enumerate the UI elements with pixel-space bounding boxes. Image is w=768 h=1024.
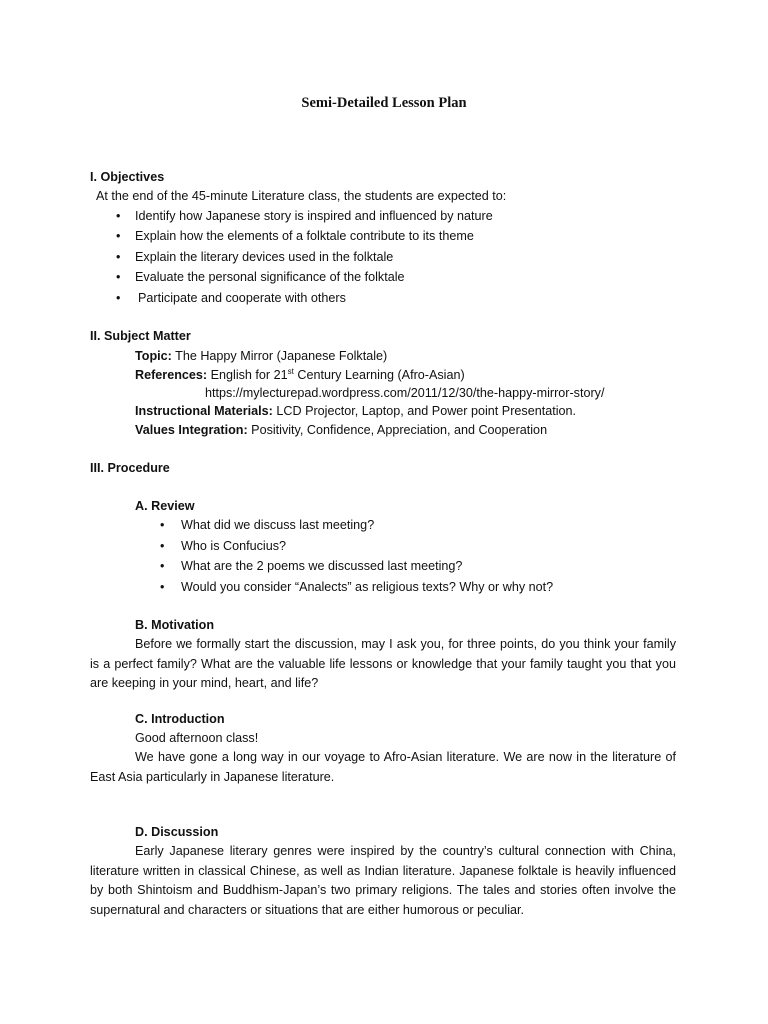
- values-label: Values Integration:: [135, 423, 248, 437]
- materials-label: Instructional Materials:: [135, 404, 273, 418]
- bullet-icon: •: [116, 270, 121, 284]
- materials-line: [135, 402, 576, 422]
- objectives-heading: I. Objectives: [90, 170, 165, 184]
- materials-value: LCD Projector, Laptop, and Power point Presentation.: [276, 404, 577, 418]
- references-label: References:: [135, 368, 208, 382]
- page-title: Semi-Detailed Lesson Plan: [301, 95, 467, 111]
- subject-matter-heading: II. Subject Matter: [90, 329, 191, 343]
- bullet-icon: •: [116, 291, 121, 305]
- introduction-paragraph: We have gone a long way in our voyage to Afro-Asian literature. We are now in the literature of East Asia particularly in Japanese literature.: [90, 750, 676, 784]
- bullet-icon: •: [116, 229, 121, 243]
- bullet-icon: •: [116, 250, 121, 264]
- discussion-paragraph: Early Japanese literary genres were inspired by the country’s cultural connection with China, literature written in classical Chinese, as well as Indian literature. Japanese folktale is heavily influenced by both Shintoism and Buddhism-Japan’s two primary religions. The tales and stories often involve the supernatural and characters or situations that are either humorous or peculiar.: [90, 844, 676, 917]
- motivation-paragraph: Before we formally start the discussion, may I ask you, for three points, do you think your family is a perfect family? What are the valuable life lessons or knowledge that your family taught you that you are keeping in your mind, heart, and life?: [90, 637, 676, 690]
- bullet-icon: •: [160, 518, 165, 532]
- topic-line: [135, 347, 387, 367]
- review-heading: A. Review: [135, 499, 195, 513]
- bullet-icon: •: [116, 209, 121, 223]
- discussion-heading: D. Discussion: [135, 825, 219, 839]
- introduction-greeting: Good afternoon class!: [135, 731, 259, 745]
- topic-value: The Happy Mirror (Japanese Folktale): [175, 349, 388, 363]
- objectives-intro: At the end of the 45-minute Literature class, the students are expected to:: [96, 189, 507, 203]
- topic-label: Topic:: [135, 349, 172, 363]
- motivation-heading: B. Motivation: [135, 618, 215, 632]
- references-value: English for 21st Century Learning (Afro-Asian): [210, 366, 465, 382]
- references-line: [135, 366, 465, 386]
- document-page: Semi-Detailed Lesson Plan I. Objectives At the end of the 45-minute Literature class, the students are expected to: • Identify how Japanese story is inspired and influenced by nature • Explain how the elements of a folktale contribute to its theme • Explain the literary devices used in the folktale • Evaluate the personal significance of the folktale • Participate and cooperate with others II. Subject Matter Topic: The Happy Mirror (Japanese Folktale) References: English for 21st Century Learning (Afro-Asian) https://mylecturepad.wordpress.com/2011/12/30/the-happy-mirror-story/ Instructional Materials: LCD Projector, Laptop, and Power point Presentation. Values Integration: Positivity, Confidence, Appreciation, and Cooperation III. Procedure A. Review • What did we discuss last meeting? • Who is Confucius? • What are the 2 poems we discussed last meeting? • Would you consider “Analects” as religious texts? Why or why not? B. Motivation Before we formally start the discussion, may I ask you, for three points, do you think your family is a perfect family? What are the valuable life lessons or knowledge that your family taught you that you are keeping in your mind, heart, and life? C. Introduction Good afternoon class! We have gone a long way in our voyage to Afro-Asian literature. We are now in the literature of East Asia particularly in Japanese literature. D. Discussion Early Japanese literary genres were inspired by the country’s cultural connection with China, literature written in classical Chinese, as well as Indian literature. Japanese folktale is heavily influenced by both Shintoism and Buddhism-Japan’s two primary religions. The tales and stories often involve the supernatural and characters or situations that are either humorous or peculiar.: [0, 0, 768, 1024]
- bullet-icon: •: [160, 539, 165, 553]
- bullet-icon: •: [160, 580, 165, 594]
- introduction-heading: C. Introduction: [135, 712, 225, 726]
- bullet-icon: •: [160, 559, 165, 573]
- procedure-heading: III. Procedure: [90, 461, 170, 475]
- reference-url: https://mylecturepad.wordpress.com/2011/12/30/the-happy-mirror-story/: [205, 386, 605, 400]
- values-line: [135, 421, 547, 441]
- values-value: Positivity, Confidence, Appreciation, and Cooperation: [251, 423, 548, 437]
